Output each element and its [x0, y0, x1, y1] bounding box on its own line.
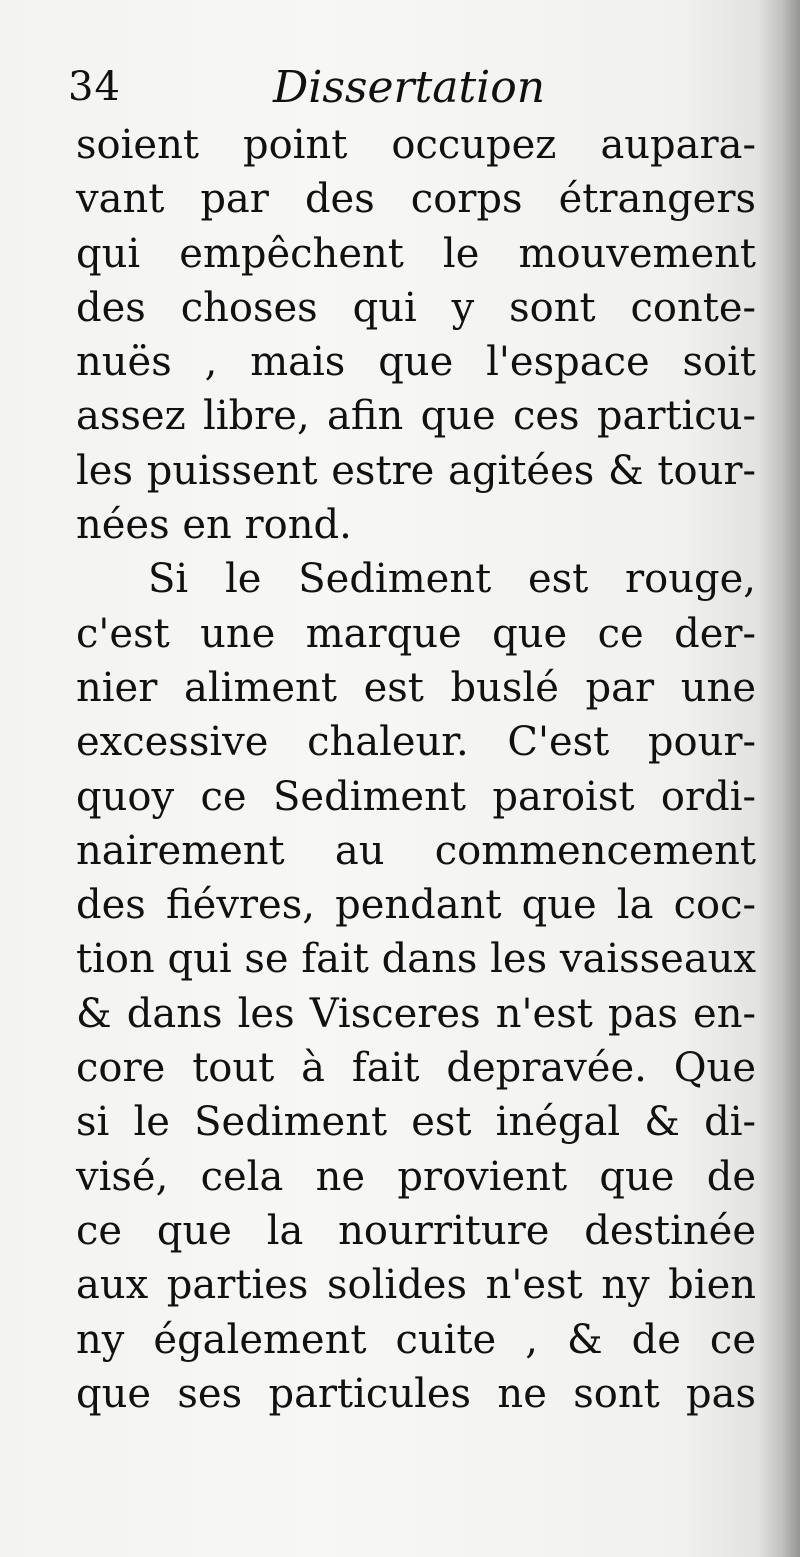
text-line: si le Sediment est inégal & di- [76, 1099, 756, 1146]
text-line: quoy ce Sediment paroist ordi- [76, 773, 756, 820]
text-line: des choses qui y sont conte- [76, 284, 756, 331]
text-line: des fiévres, pendant que la coc- [76, 882, 756, 929]
page-header [68, 62, 688, 122]
text-line: nairement au commencement [76, 827, 756, 874]
text-line: assez libre, afin que ces particu- [76, 393, 756, 440]
text-line: c'est une marque que ce der- [76, 610, 756, 657]
page-number: 34 [68, 64, 121, 110]
text-line: ce que la nourriture destinée [76, 1207, 756, 1254]
text-line: aux parties solides n'est ny bien [76, 1262, 756, 1309]
page-edge-shadow [758, 0, 800, 1557]
text-line: que ses particules ne sont pas [76, 1370, 756, 1417]
text-line: nuës , mais que l'espace soit [76, 339, 756, 386]
text-line: tion qui se fait dans les vaisseaux [76, 936, 756, 983]
text-line: vant par des corps étrangers [76, 176, 756, 223]
text-line: Si le Sediment est rouge, [148, 556, 756, 603]
text-line: excessive chaleur. C'est pour- [76, 719, 756, 766]
text-line: visé, cela ne provient que de [76, 1153, 756, 1200]
running-head: Dissertation [273, 62, 546, 113]
body-text [76, 118, 756, 1421]
text-line: & dans les Visceres n'est pas en- [76, 990, 756, 1037]
text-line: core tout à fait depravée. Que [76, 1045, 756, 1092]
text-line: nées en rond. [76, 502, 352, 549]
text-line: soient point occupez aupara- [76, 122, 756, 168]
text-line: les puissent estre agitées & tour- [76, 447, 756, 494]
text-line: ny également cuite , & de ce [76, 1316, 756, 1363]
text-line: nier aliment est buslé par une [76, 664, 756, 711]
text-line: qui empêchent le mouvement [76, 230, 756, 277]
